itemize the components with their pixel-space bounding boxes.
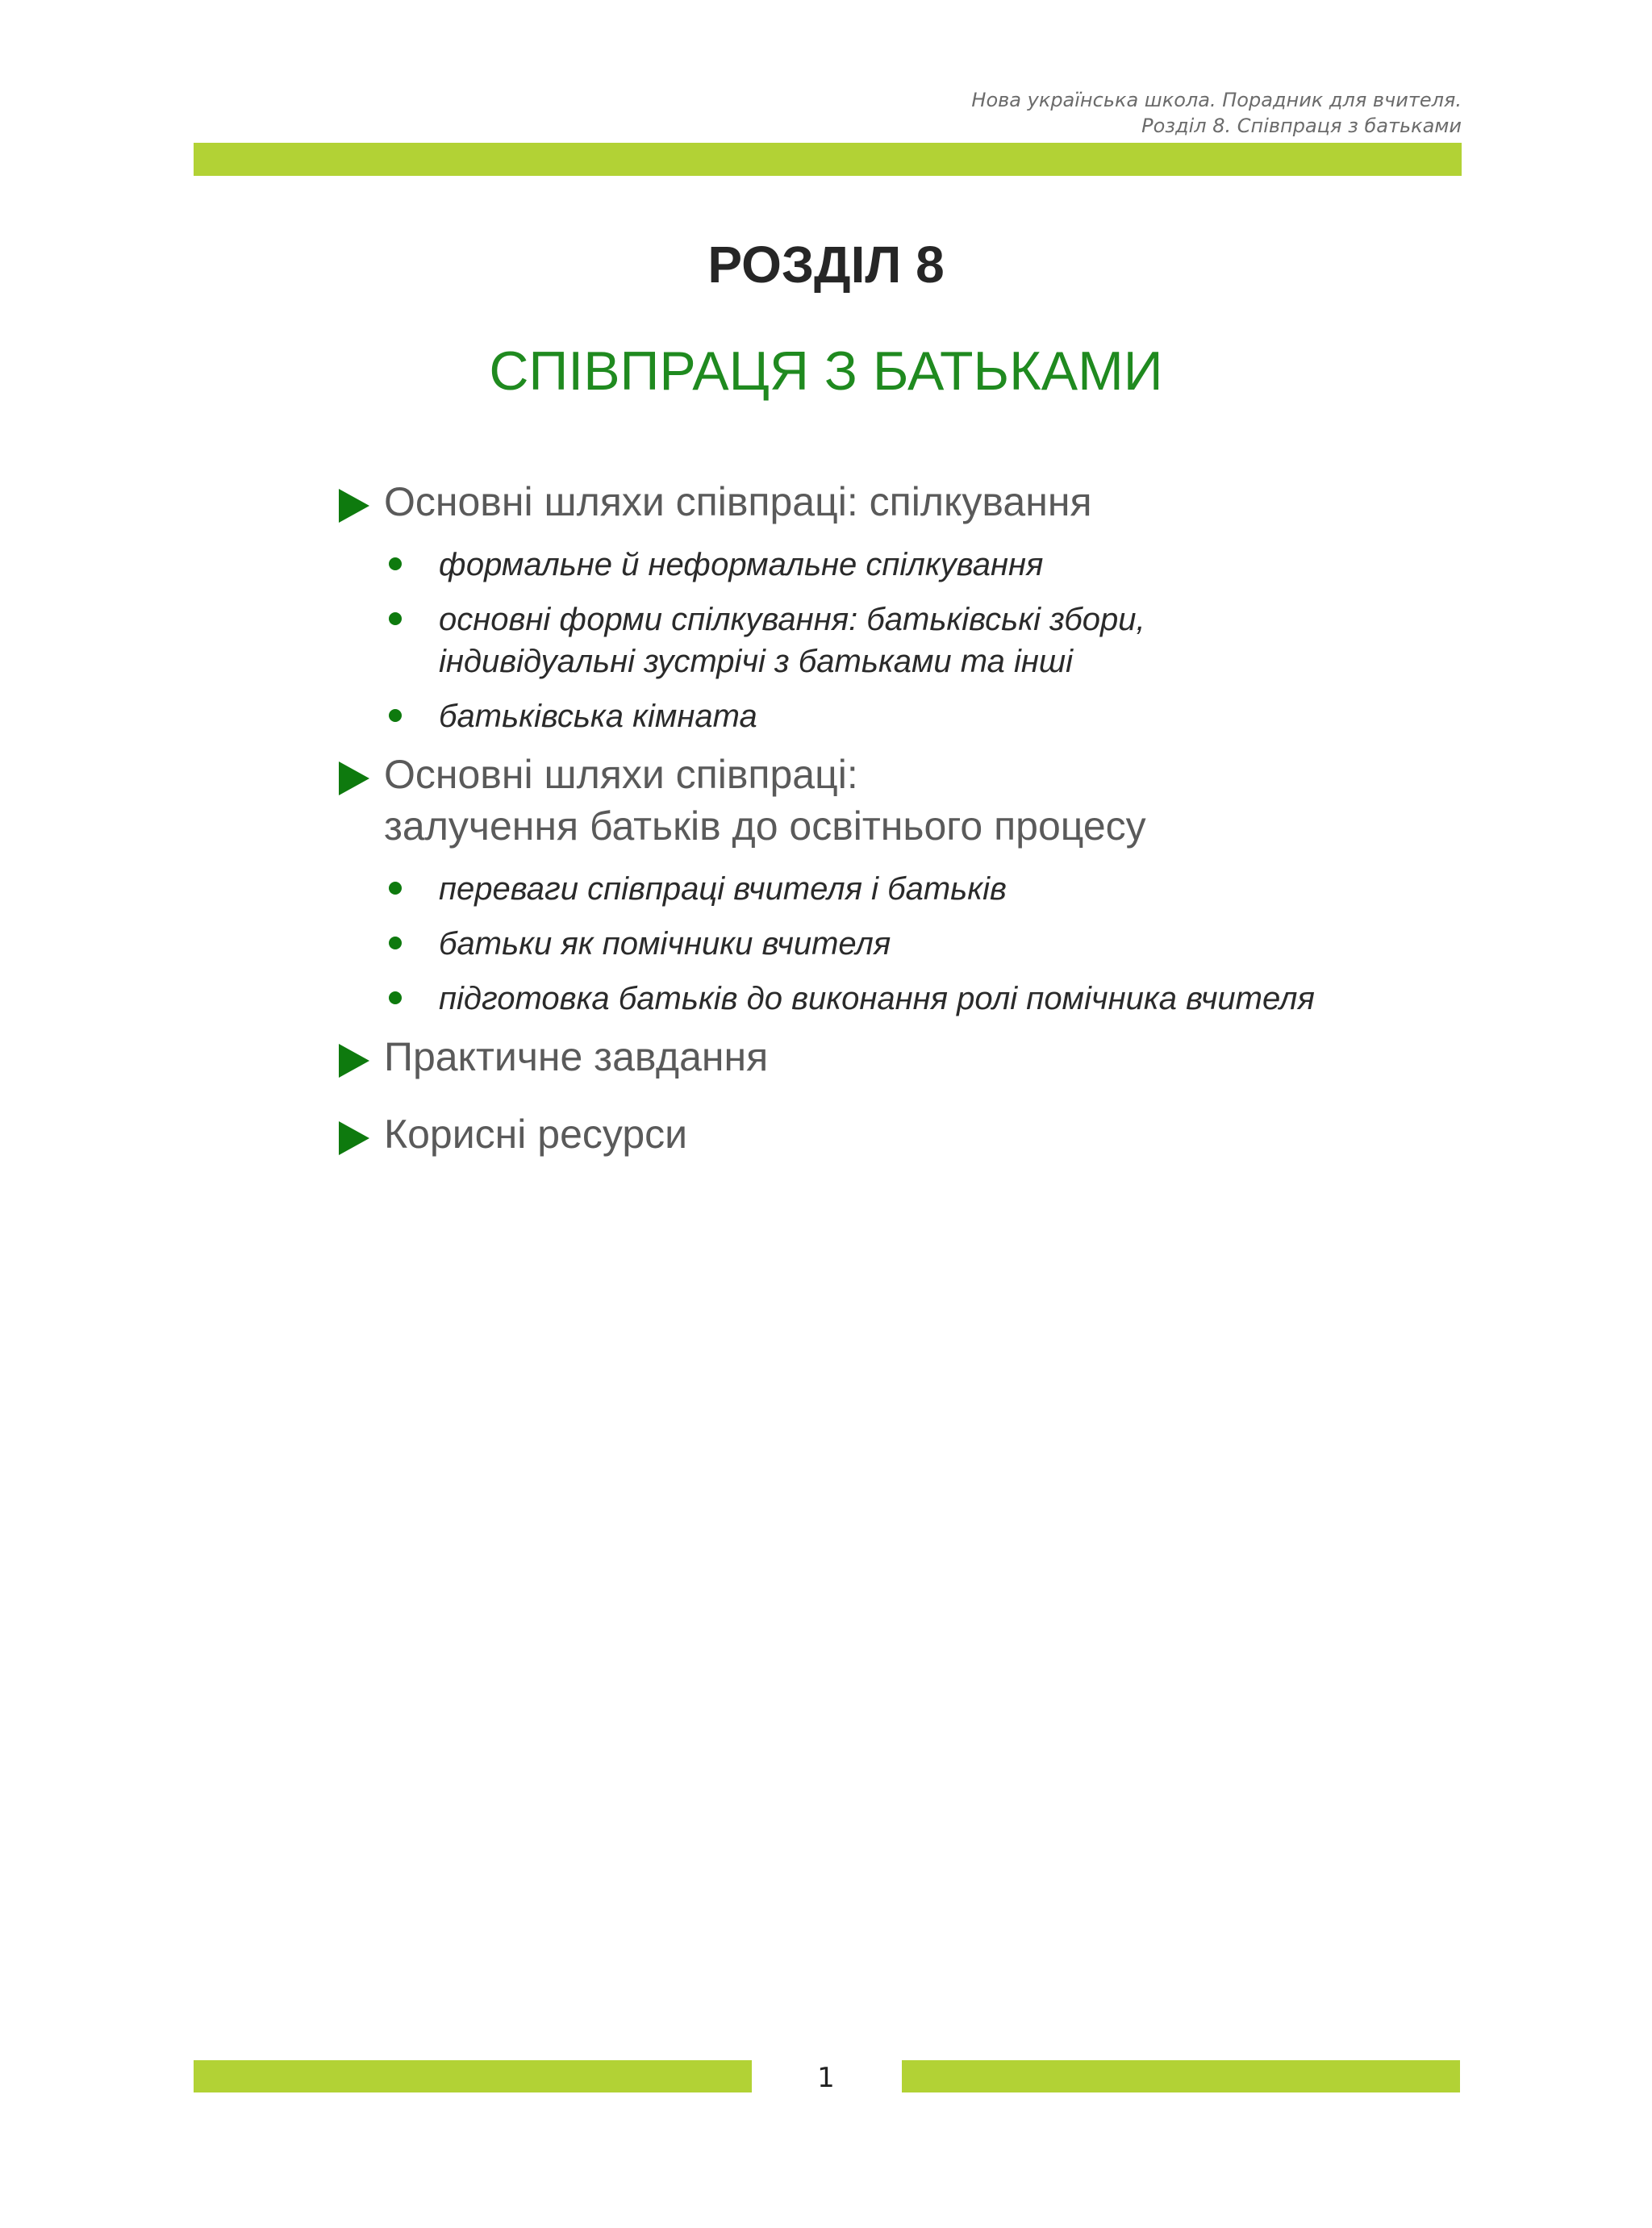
toc-section-heading bbox=[337, 1108, 1491, 1160]
table-of-contents bbox=[337, 476, 1491, 1160]
bullet-dot-icon bbox=[389, 557, 402, 570]
toc-subitem-line-1: підготовка батьків до виконання ролі помічника вчителя bbox=[439, 981, 1315, 1016]
toc-subitem bbox=[337, 544, 1491, 586]
toc-section-heading bbox=[337, 749, 1491, 852]
toc-subitem bbox=[337, 923, 1491, 965]
toc-subitem-line-1: батьки як помічники вчителя bbox=[439, 926, 891, 962]
toc-section-heading-line-1: Практичне завдання bbox=[384, 1034, 769, 1079]
running-header-line-2: Розділ 8. Співпраця з батьками bbox=[1141, 115, 1462, 137]
toc-section bbox=[337, 476, 1491, 737]
toc-subitem bbox=[337, 599, 1491, 682]
toc-section-heading-line-2: залучення батьків до освітнього процесу bbox=[384, 803, 1146, 849]
toc-subitem-line-1: переваги співпраці вчителя і батьків bbox=[439, 871, 1007, 907]
bullet-dot-icon bbox=[389, 991, 402, 1004]
toc-subitem-list bbox=[337, 544, 1491, 737]
bullet-dot-icon bbox=[389, 882, 402, 895]
bullet-dot-icon bbox=[389, 612, 402, 625]
triangle-arrow-icon bbox=[339, 1121, 369, 1155]
toc-subitem bbox=[337, 978, 1491, 1020]
footer-accent-bar-right bbox=[902, 2060, 1460, 2092]
triangle-arrow-icon bbox=[339, 489, 369, 523]
chapter-title: СПІВПРАЦЯ З БАТЬКАМИ bbox=[489, 340, 1163, 402]
toc-subitem-line-1: формальне й неформальне спілкування bbox=[439, 547, 1044, 582]
toc-section bbox=[337, 1031, 1491, 1083]
bullet-dot-icon bbox=[389, 937, 402, 949]
running-header bbox=[971, 87, 1462, 139]
triangle-arrow-icon bbox=[339, 1044, 369, 1078]
header-accent-bar bbox=[194, 143, 1462, 176]
page-number: 1 bbox=[817, 2062, 835, 2094]
toc-section-heading bbox=[337, 476, 1491, 528]
toc-subitem-line-1: батьківська кімната bbox=[439, 699, 757, 734]
toc-section-heading-line-1: Корисні ресурси bbox=[384, 1112, 688, 1157]
toc-subitem bbox=[337, 868, 1491, 910]
toc-subitem-line-2: індивідуальні зустрічі з батьками та інші bbox=[439, 644, 1073, 679]
toc-subitem bbox=[337, 695, 1491, 737]
chapter-number: РОЗДІЛ 8 bbox=[707, 236, 945, 294]
toc-subitem-list bbox=[337, 868, 1491, 1020]
toc-section bbox=[337, 749, 1491, 1020]
running-header-line-1: Нова українська школа. Порадник для вчителя. bbox=[971, 89, 1462, 111]
toc-section bbox=[337, 1108, 1491, 1160]
toc-section-heading-line-1: Основні шляхи співпраці: bbox=[384, 752, 858, 797]
toc-section-heading bbox=[337, 1031, 1491, 1083]
triangle-arrow-icon bbox=[339, 761, 369, 795]
toc-section-heading-line-1: Основні шляхи співпраці: спілкування bbox=[384, 479, 1092, 524]
toc-subitem-line-1: основні форми спілкування: батьківські збори, bbox=[439, 602, 1145, 637]
bullet-dot-icon bbox=[389, 709, 402, 722]
